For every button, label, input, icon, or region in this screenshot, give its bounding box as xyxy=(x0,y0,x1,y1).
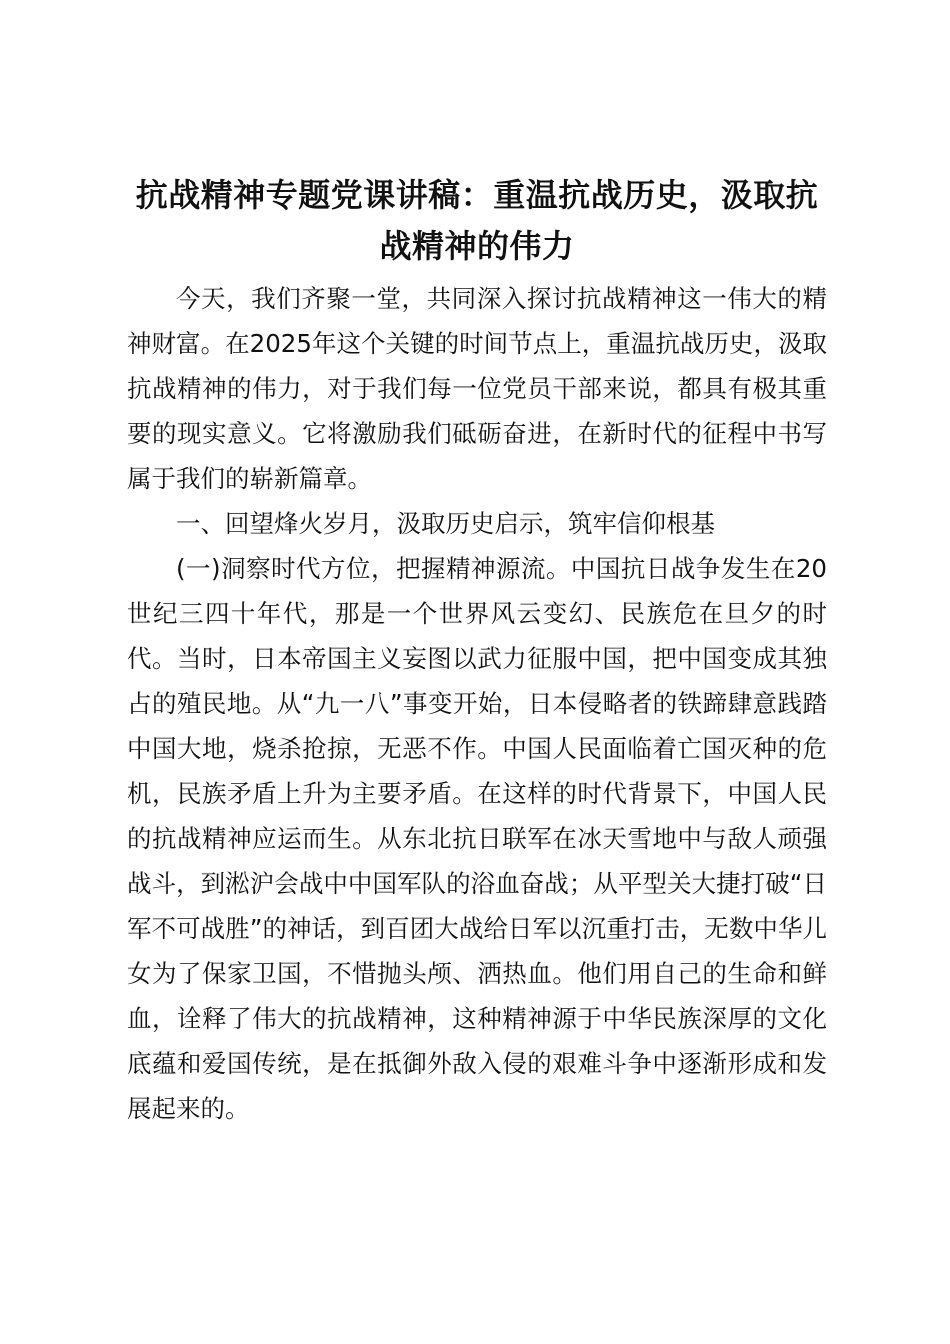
body-paragraph: (一)洞察时代方位，把握精神源流。中国抗日战争发生在20世纪三四十年代，那是一个世界风云变幻、民族危在旦夕的时代。当时，日本帝国主义妄图以武力征服中国，把中国变成其独占的殖民地。从“九一八”事变开始，日本侵略者的铁蹄肆意践踏中国大地，烧杀抢掠，无恶不作。中国人民面临着亡国灭种的危机，民族矛盾上升为主要矛盾。在这样的时代背景下，中国人民的抗战精神应运而生。从东北抗日联军在冰天雪地中与敌人顽强战斗，到淞沪会战中中国军队的浴血奋战；从平型关大捷打破“日军不可战胜”的神话，到百团大战给日军以沉重打击，无数中华儿女为了保家卫国，不惜抛头颅、洒热血。他们用自己的生命和鲜血，诠释了伟大的抗战精神，这种精神源于中华民族深厚的文化底蕴和爱国传统，是在抵御外敌入侵的艰难斗争中逐渐形成和发展起来的。 xyxy=(127,554,827,1123)
document-body xyxy=(127,170,827,1131)
intro-paragraph: 今天，我们齐聚一堂，共同深入探讨抗战精神这一伟大的精神财富。在2025年这个关键的时间节点上，重温抗战历史，汲取抗战精神的伟力，对于我们每一位党员干部来说，都具有极其重要的现实意义。它将激励我们砥砺奋进，在新时代的征程中书写属于我们的崭新篇章。 xyxy=(127,284,827,493)
document-title: 抗战精神专题党课讲稿：重温抗战历史，汲取抗战精神的伟力 xyxy=(135,176,819,265)
section-heading: 一、回望烽火岁月，汲取历史启示，筑牢信仰根基 xyxy=(176,509,715,538)
